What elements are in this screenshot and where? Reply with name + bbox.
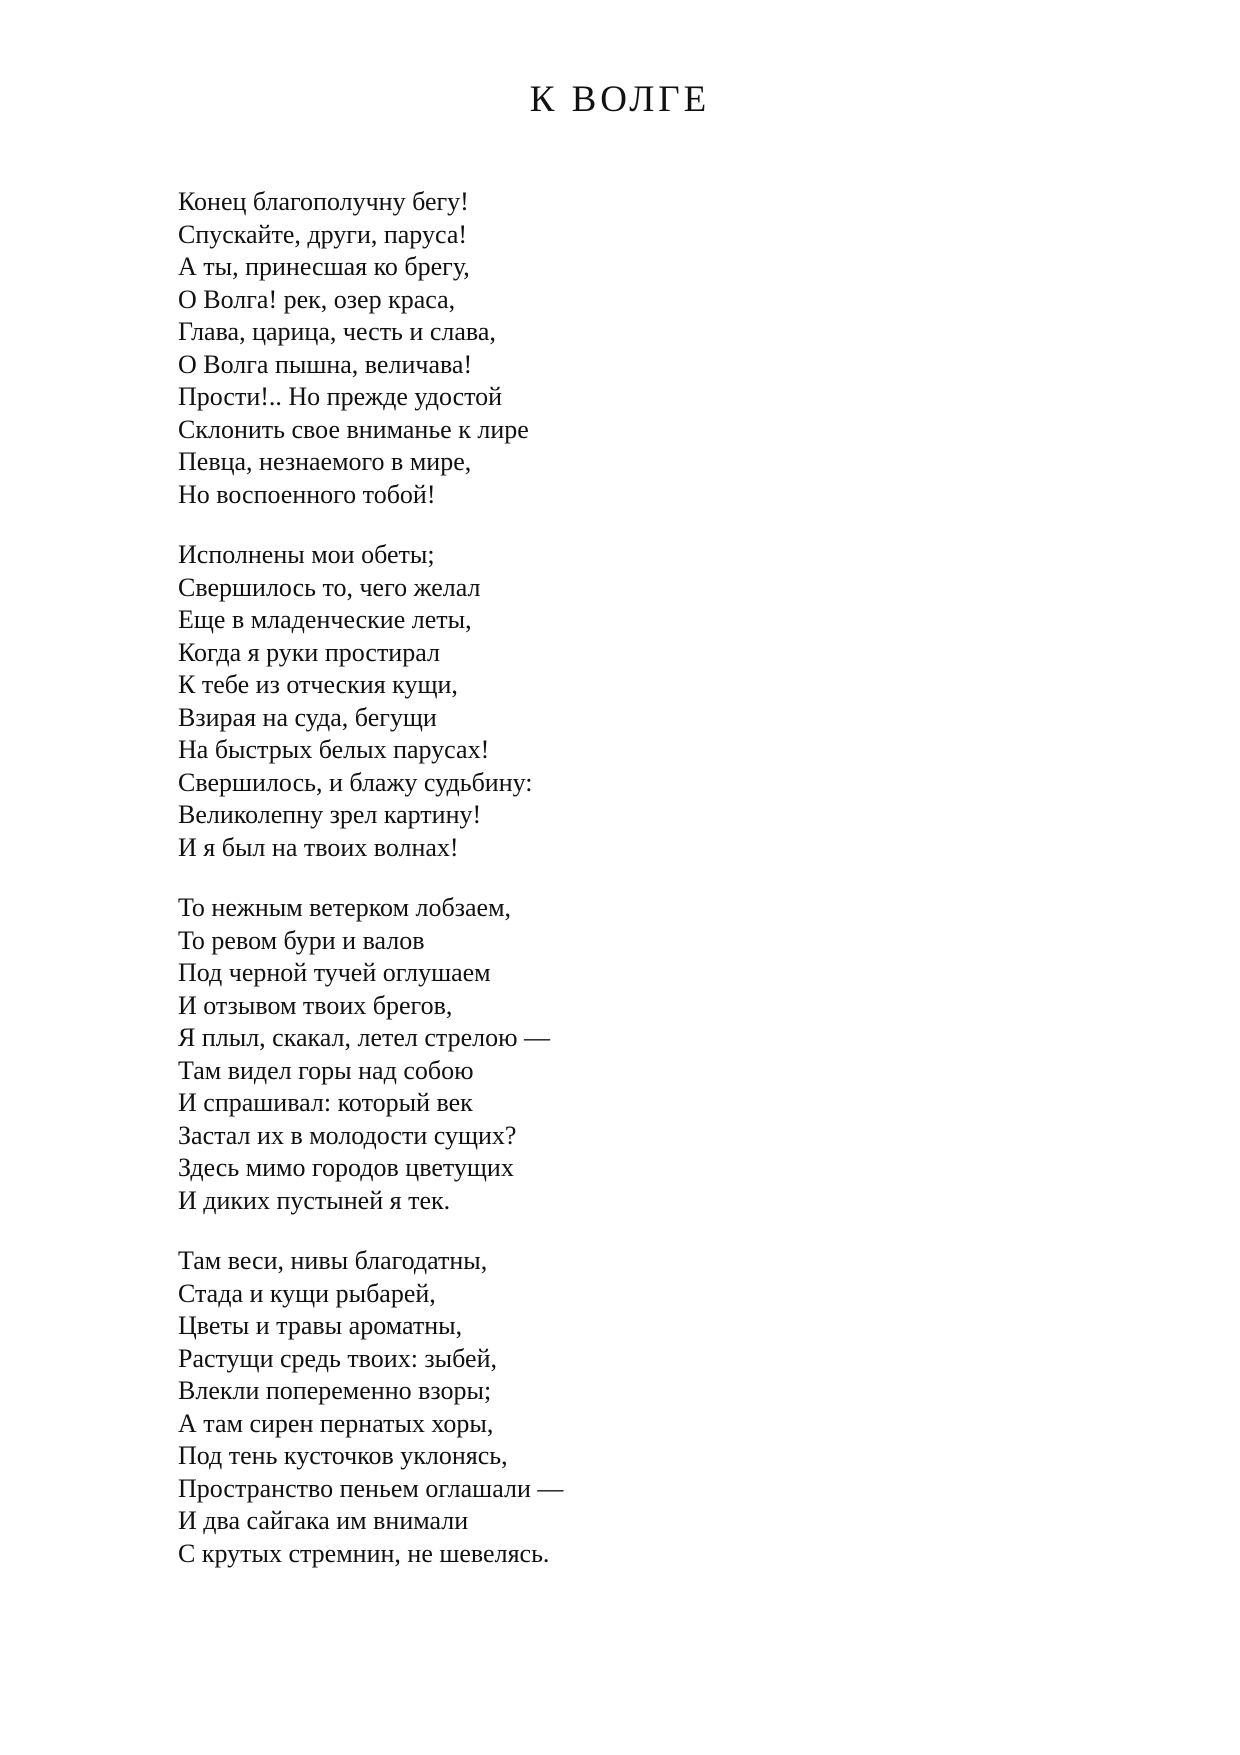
poem-line: О Волга пышна, величава! bbox=[178, 349, 473, 379]
poem-line: Еще в младенческие леты, bbox=[178, 605, 472, 634]
poem-body bbox=[178, 186, 1078, 1598]
poem-line: А ты, принесшая ко брегу, bbox=[178, 252, 470, 281]
poem-line: Здесь мимо городов цветущих bbox=[178, 1153, 514, 1182]
poem-line: Прости!.. Но прежде удостой bbox=[178, 382, 503, 411]
poem-line: Глава, царица, честь и слава, bbox=[178, 317, 496, 346]
poem-line: Стада и кущи рыбарей, bbox=[178, 1278, 436, 1308]
poem-line: И отзывом твоих брегов, bbox=[178, 990, 453, 1020]
poem-line: Цветы и травы ароматны, bbox=[178, 1311, 463, 1340]
poem-line: И диких пустыней я тек. bbox=[178, 1185, 451, 1215]
stanza-1 bbox=[178, 186, 1078, 511]
poem-line: Растущи средь твоих: зыбей, bbox=[178, 1343, 497, 1373]
poem-line: То ревом бури и валов bbox=[178, 925, 425, 955]
poem-title: К ВОЛГЕ bbox=[529, 79, 711, 120]
poem-line: Когда я руки простирал bbox=[178, 637, 440, 667]
stanza-4 bbox=[178, 1245, 1078, 1570]
poem-line: Я плыл, скакал, летел стрелою — bbox=[178, 1023, 551, 1052]
poem-line: То нежным ветерком лобзаем, bbox=[178, 893, 512, 922]
poem-line: Влекли попеременно взоры; bbox=[178, 1376, 492, 1405]
poem-line: Там веси, нивы благодатны, bbox=[178, 1246, 488, 1275]
poem-line: Свершилось, и блажу судьбину: bbox=[178, 767, 533, 797]
poem-line: К тебе из отческия кущи, bbox=[178, 670, 458, 699]
poem-line: На быстрых белых парусах! bbox=[178, 735, 490, 764]
poem-line: Взирая на суда, бегущи bbox=[178, 702, 437, 732]
poem-line: Склонить свое вниманье к лире bbox=[178, 414, 529, 444]
poem-line: И я был на твоих волнах! bbox=[178, 832, 459, 862]
poem-line: Исполнены мои обеты; bbox=[178, 540, 435, 569]
poem-line: Под тень кусточков уклонясь, bbox=[178, 1441, 508, 1470]
stanza-2 bbox=[178, 539, 1078, 864]
poem-line: Там видел горы над собою bbox=[178, 1055, 474, 1085]
stanza-3 bbox=[178, 892, 1078, 1217]
poem-line: Великолепну зрел картину! bbox=[178, 800, 482, 829]
poem-line: Под черной тучей оглушаем bbox=[178, 958, 491, 987]
poem-line: А там сирен пернатых хоры, bbox=[178, 1408, 494, 1438]
poem-line: Пространство пеньем оглашали — bbox=[178, 1473, 564, 1503]
poem-line: Свершилось то, чего желал bbox=[178, 572, 481, 602]
poem-line: И спрашивал: который век bbox=[178, 1088, 473, 1117]
poem-line: Певца, незнаемого в мире, bbox=[178, 447, 472, 476]
poem-line: С крутых стремнин, не шевелясь. bbox=[178, 1538, 550, 1568]
poem-line: Но воспоенного тобой! bbox=[178, 479, 436, 509]
poem-line: Застал их в молодости сущих? bbox=[178, 1120, 517, 1150]
poem-line: О Волга! рек, озер краса, bbox=[178, 284, 456, 314]
poem-line: И два сайгака им внимали bbox=[178, 1506, 469, 1535]
poem-line: Спускайте, други, паруса! bbox=[178, 219, 468, 249]
poem-line: Конец благополучну бегу! bbox=[178, 187, 469, 216]
